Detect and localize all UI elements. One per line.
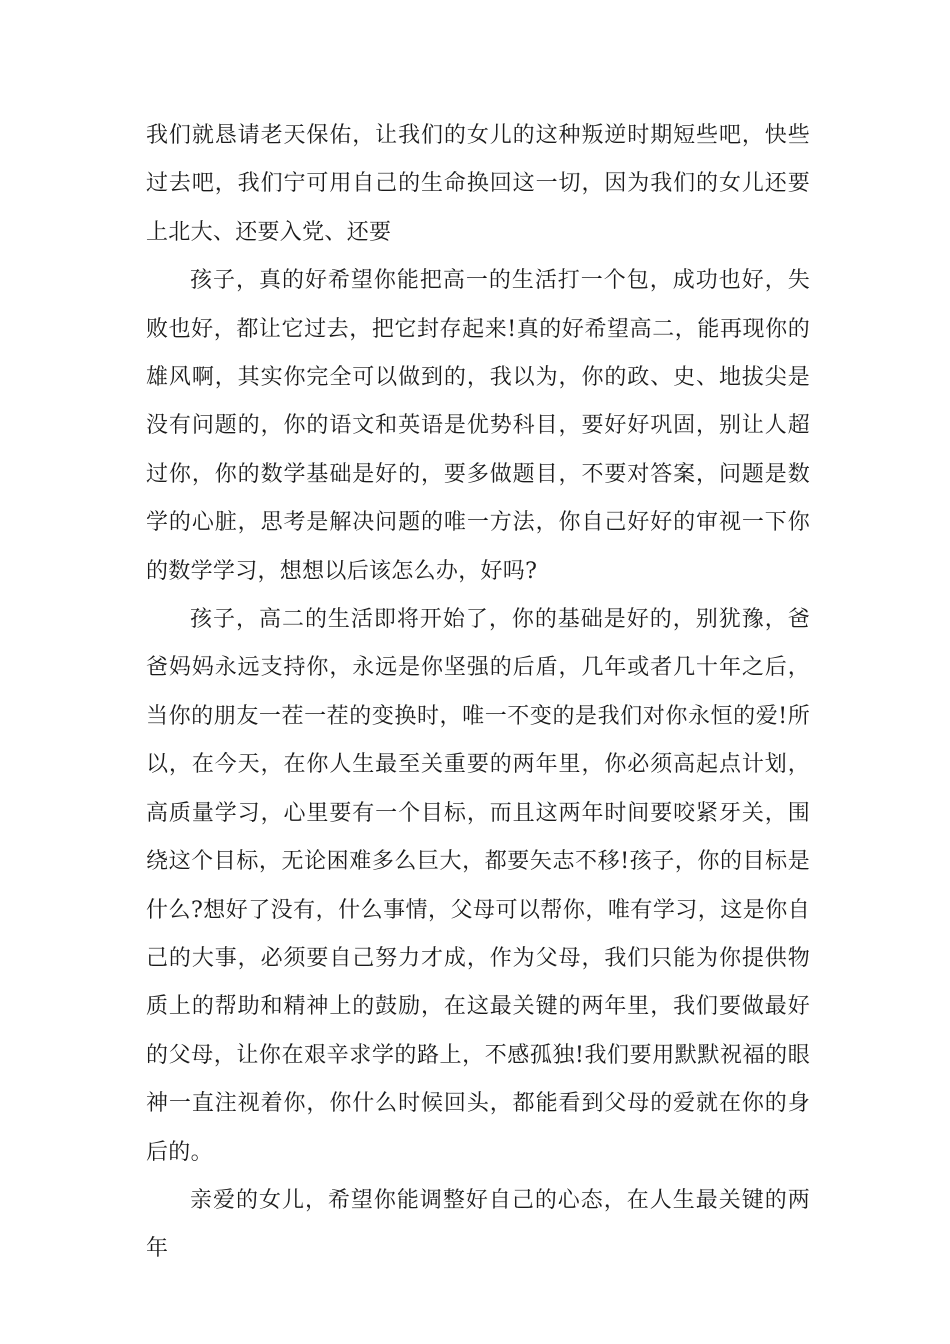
paragraph-1: 我们就恳请老天保佑，让我们的女儿的这种叛逆时期短些吧，快些过去吧，我们宁可用自己的生命换回这一切，因为我们的女儿还要上北大、还要入党、还要 [146,123,810,245]
body-text [146,112,810,1274]
paragraph-4: 亲爱的女儿，希望你能调整好自己的心态，在人生最关键的两年 [146,1187,810,1262]
paragraph-3: 孩子，高二的生活即将开始了，你的基础是好的，别犹豫，爸爸妈妈永远支持你，永远是你坚强的后盾，几年或者几十年之后，当你的朋友一茬一茬的变换时，唯一不变的是我们对你永恒的爱!所以，在今天，在你人生最至关重要的两年里，你必须高起点计划，高质量学习，心里要有一个目标，而且这两年时间要咬紧牙关，围绕这个目标，无论困难多么巨大，都要矢志不移!孩子，你的目标是什么?想好了没有，什么事情，父母可以帮你，唯有学习，这是你自己的大事，必须要自己努力才成，作为父母，我们只能为你提供物质上的帮助和精神上的鼓励，在这最关键的两年里，我们要做最好的父母，让你在艰辛求学的路上，不感孤独!我们要用默默祝福的眼神一直注视着你，你什么时候回头，都能看到父母的爱就在你的身后的。 [146,607,810,1165]
paragraph-2: 孩子，真的好希望你能把高一的生活打一个包，成功也好，失败也好，都让它过去，把它封存起来!真的好希望高二，能再现你的雄风啊，其实你完全可以做到的，我以为，你的政、史、地拔尖是没有问题的，你的语文和英语是优势科目，要好好巩固，别让人超过你，你的数学基础是好的，要多做题目，不要对答案，问题是数学的心脏，思考是解决问题的唯一方法，你自己好好的审视一下你的数学学习，想想以后该怎么办，好吗? [146,268,810,584]
